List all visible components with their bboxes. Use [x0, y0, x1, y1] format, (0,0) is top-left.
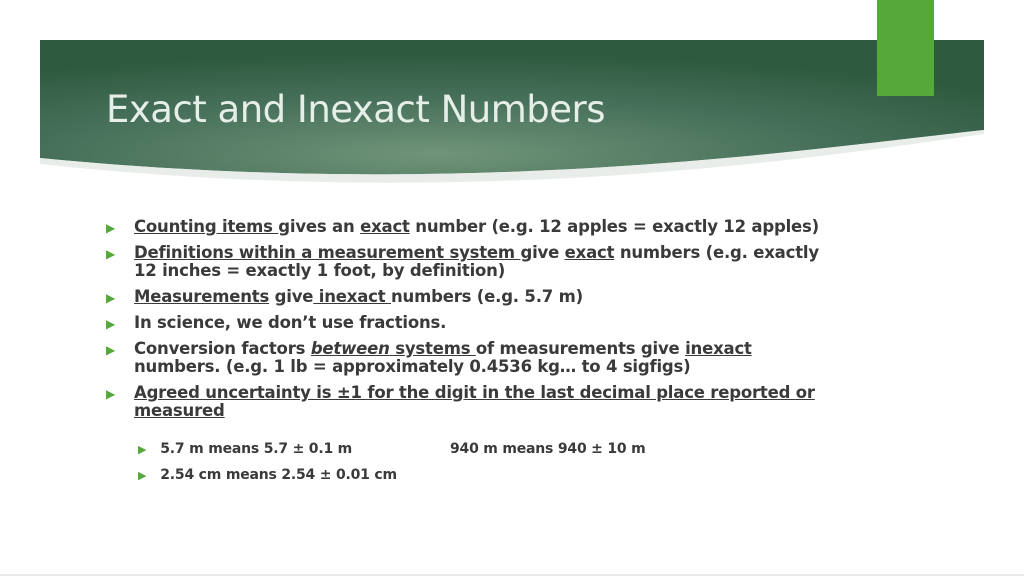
- sub-bullet-right: [450, 440, 646, 458]
- accent-tab: [877, 0, 934, 96]
- bullet-text-segment: Definitions within a measurement system: [134, 243, 521, 262]
- bullet-text-segment: Measurements: [134, 287, 270, 306]
- bullet-item: [106, 288, 836, 306]
- bullet-text-segment: Counting items: [134, 217, 279, 236]
- bullet-text-segment: numbers (e.g. 5.7 m): [391, 287, 583, 306]
- bullet-list: [106, 218, 836, 428]
- bullet-text-segment: between: [310, 339, 390, 358]
- bullet-text-segment: exact: [564, 243, 615, 262]
- sub-bullet: [138, 440, 352, 459]
- triangle-right-icon: ▶: [138, 443, 147, 456]
- sub-bullet: [138, 466, 397, 485]
- triangle-right-icon: ▶: [106, 291, 116, 305]
- sub-bullet-text: 2.54 cm means 2.54 ± 0.01 cm: [160, 467, 397, 483]
- bullet-text-segment: numbers (e.g. exactly 12 inches = exactly 1 foot, by definition): [134, 243, 819, 280]
- triangle-right-icon: ▶: [106, 387, 116, 401]
- bullet-text-segment: gives an: [278, 217, 361, 236]
- triangle-right-icon: ▶: [106, 317, 116, 331]
- bullet-text-segment: inexact: [313, 287, 391, 306]
- triangle-right-icon: ▶: [106, 247, 116, 261]
- bullet-item: [106, 384, 836, 420]
- bullet-item: [106, 314, 836, 332]
- bullet-text-segment: In science, we don’t use fractions.: [134, 313, 447, 332]
- bullet-text-segment: Agreed uncertainty is ±1 for the digit in the last decimal place reported or measured: [134, 383, 815, 420]
- bullet-text-segment: numbers. (e.g. 1 lb = approximately 0.4536 kg… to 4 sigfigs): [134, 357, 691, 376]
- sub-bullet-text: 940 m means 940 ± 10 m: [450, 441, 646, 457]
- bullet-item: [106, 244, 836, 280]
- bullet-item: [106, 218, 836, 236]
- bullet-text-segment: give: [520, 243, 565, 262]
- bullet-text-segment: systems: [389, 339, 476, 358]
- triangle-right-icon: ▶: [106, 343, 116, 357]
- slide-title: Exact and Inexact Numbers: [106, 88, 605, 131]
- bullet-text-segment: of measurements give: [475, 339, 686, 358]
- bullet-item: [106, 340, 836, 376]
- bullet-text-segment: inexact: [685, 339, 752, 358]
- bullet-text-segment: number (e.g. 12 apples = exactly 12 apples): [409, 217, 819, 236]
- triangle-right-icon: ▶: [106, 221, 116, 235]
- bullet-text-segment: give: [269, 287, 314, 306]
- bullet-text-segment: Conversion factors: [134, 339, 311, 358]
- sub-bullet-text: 5.7 m means 5.7 ± 0.1 m: [160, 441, 353, 457]
- bullet-text-segment: exact: [360, 217, 410, 236]
- triangle-right-icon: ▶: [138, 469, 147, 482]
